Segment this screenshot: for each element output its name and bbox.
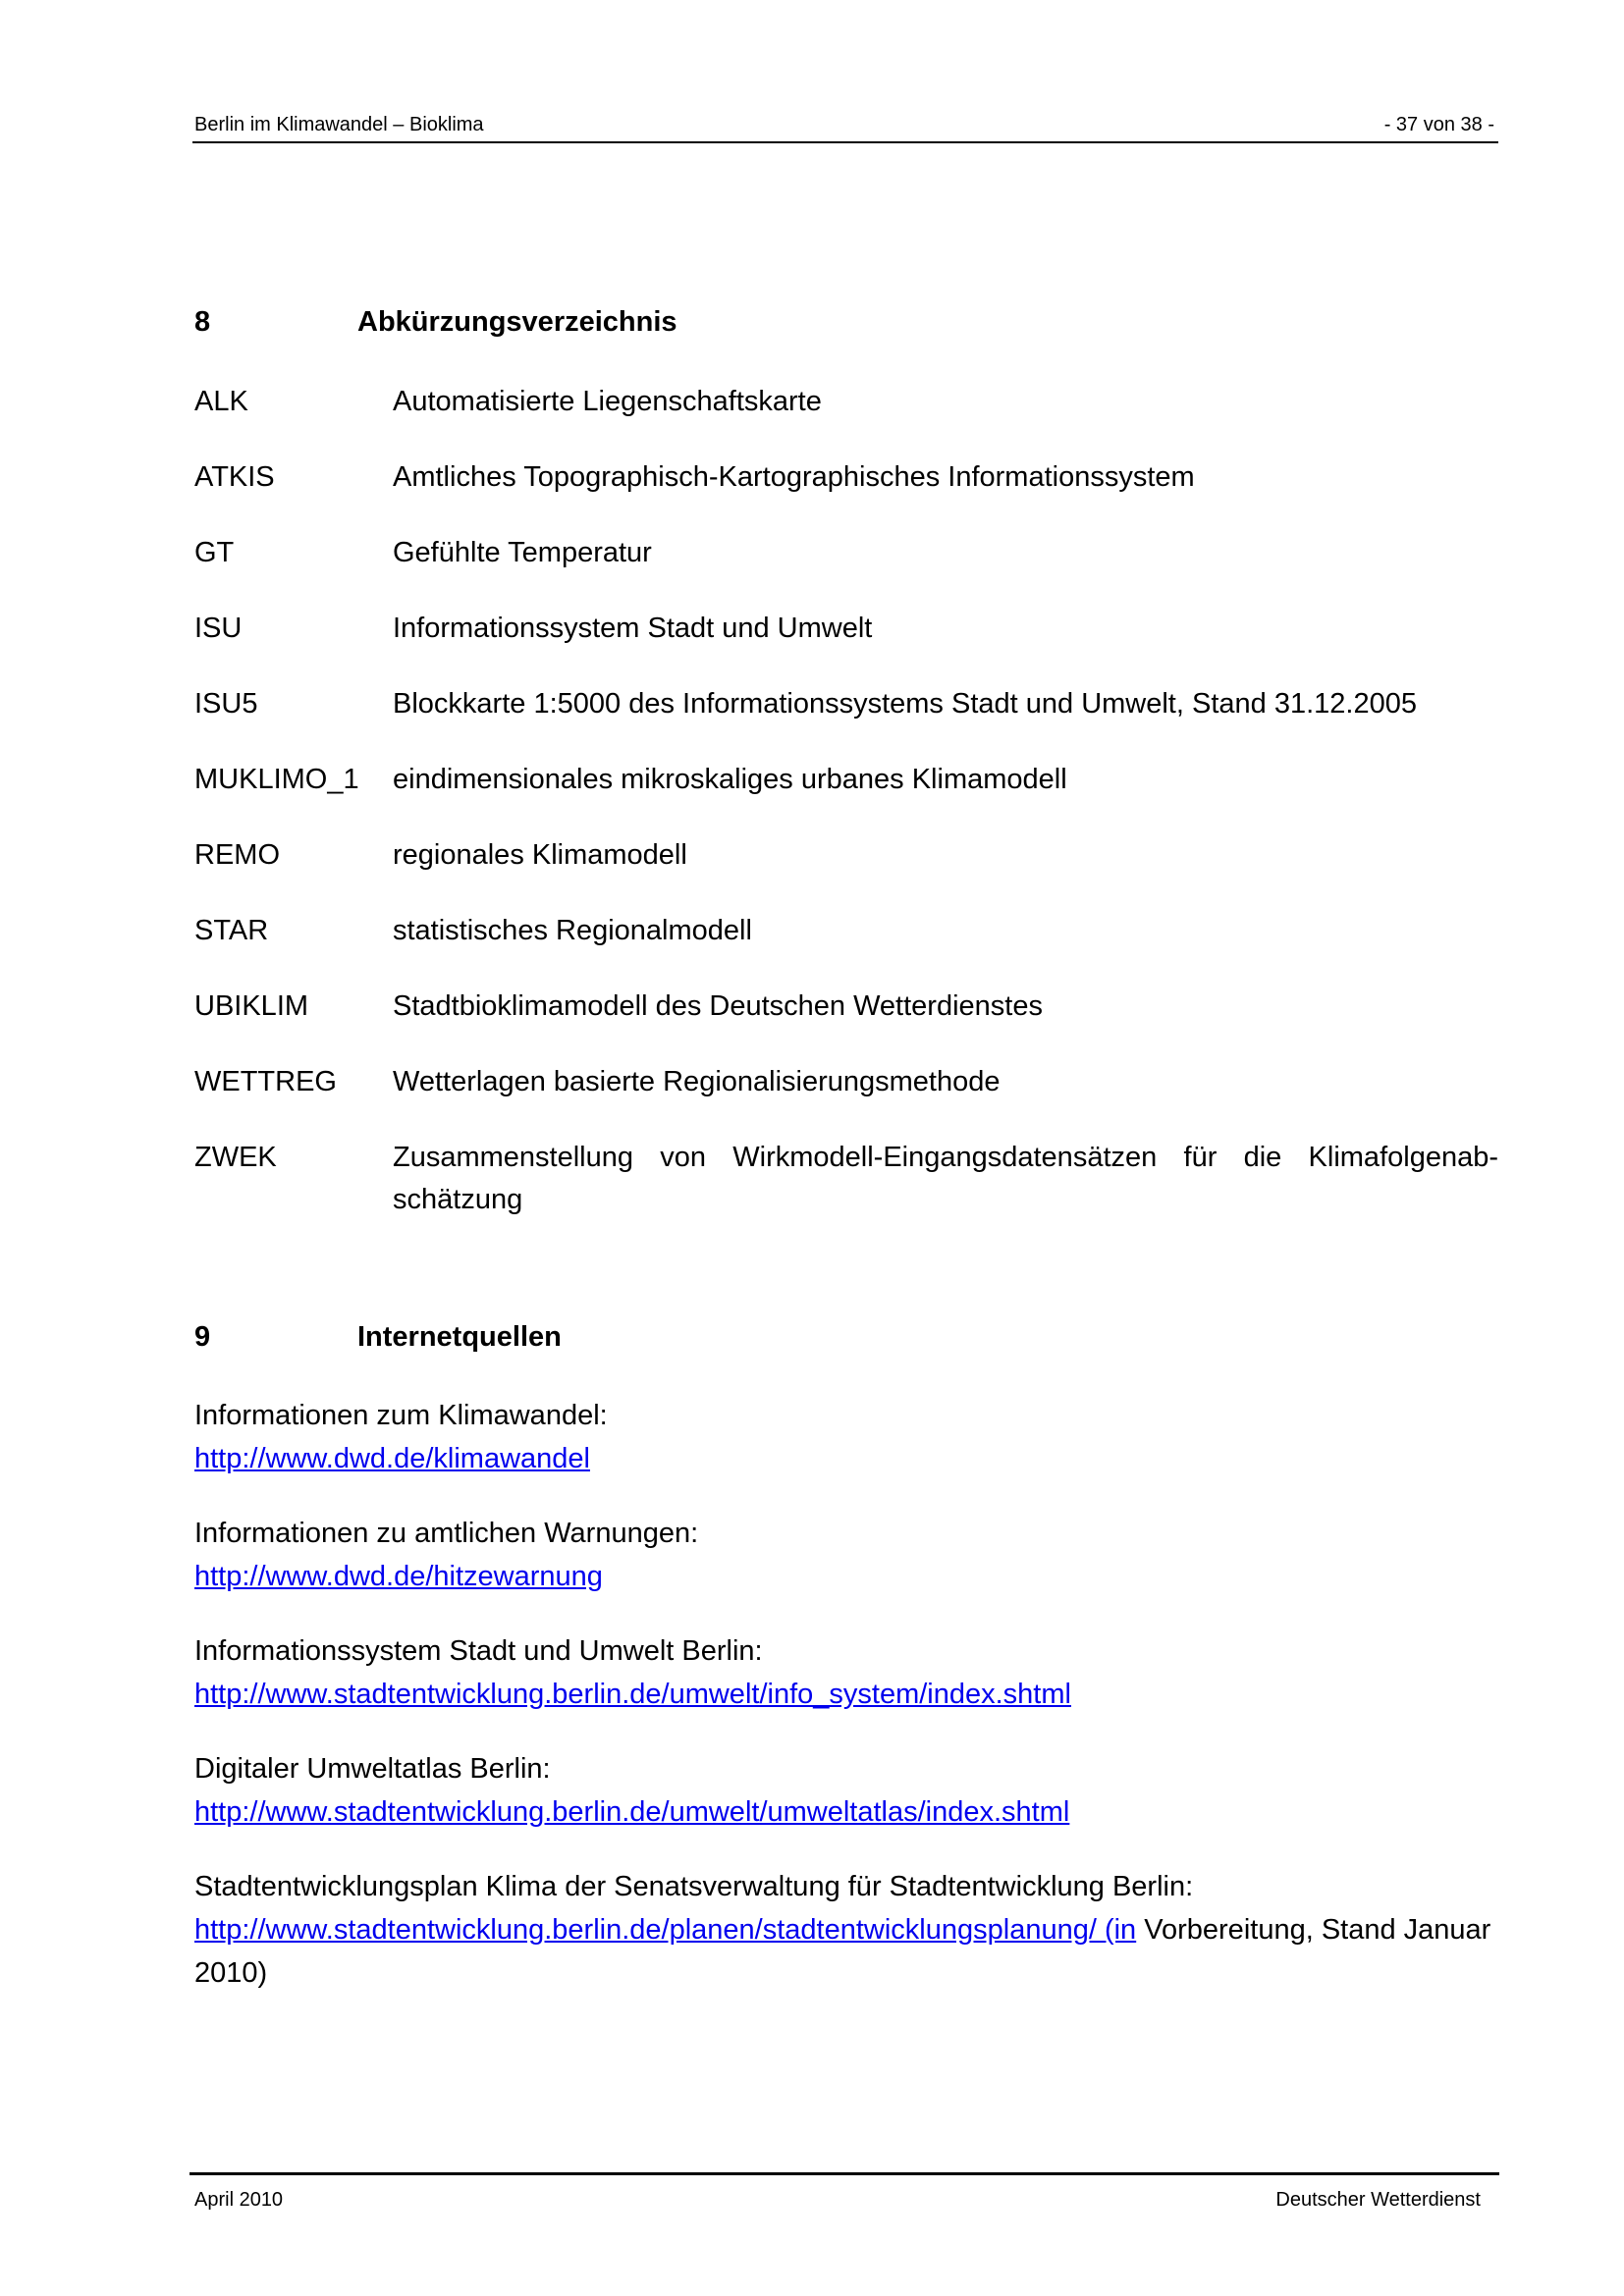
section-number: 9 [194, 1321, 211, 1353]
header-divider [192, 141, 1498, 143]
abbreviation-term: ISU [194, 613, 243, 644]
abbreviation-row [194, 456, 1500, 499]
abbreviation-term: WETTREG [194, 1066, 337, 1097]
abbreviation-definition: eindimensionales mikroskaliges urbanes Klimamodell [393, 764, 1067, 795]
abbreviation-definition: Zusammenstellung von Wirkmodell-Eingangsdatensätzen für die Klimafolgenab-schätzung [393, 1142, 1498, 1215]
abbreviation-term: ISU5 [194, 688, 258, 720]
source-link[interactable]: http://www.stadtentwicklung.berlin.de/umwelt/umweltatlas/index.shtml [194, 1796, 1070, 1828]
source-link[interactable]: http://www.stadtentwicklung.berlin.de/planen/stadtentwicklungsplanung/ (in [194, 1914, 1137, 1946]
section-title: Internetquellen [357, 1321, 562, 1353]
abbreviation-definition: Automatisierte Liegenschaftskarte [393, 386, 822, 417]
abbreviation-row [194, 1061, 1500, 1103]
source-entry [194, 1629, 1500, 1716]
abbreviation-definition: Amtliches Topographisch-Kartographisches Informationssystem [393, 461, 1195, 493]
abbreviation-definition: Informationssystem Stadt und Umwelt [393, 613, 873, 644]
source-note: Vorbereitung, Stand Januar 2010) [194, 1914, 1491, 1989]
abbreviation-term: UBIKLIM [194, 990, 309, 1022]
abbreviation-term: ZWEK [194, 1142, 277, 1173]
abbreviation-definition: statistisches Regionalmodell [393, 915, 752, 946]
abbreviation-definition: Blockkarte 1:5000 des Informationssystems Stadt und Umwelt, Stand 31.12.2005 [393, 688, 1417, 720]
abbreviation-row [194, 381, 1500, 423]
footer-divider [189, 2172, 1499, 2175]
abbreviation-term: REMO [194, 839, 280, 871]
abbreviation-list [194, 381, 1500, 1255]
abbreviation-definition: Wetterlagen basierte Regionalisierungsmethode [393, 1066, 1001, 1097]
source-link[interactable]: http://www.dwd.de/hitzewarnung [194, 1561, 603, 1592]
source-entry [194, 1512, 1500, 1598]
header-title: Berlin im Klimawandel – Bioklima [194, 114, 484, 135]
source-label: Informationen zu amtlichen Warnungen: [194, 1518, 699, 1549]
abbreviation-definition: Gefühlte Temperatur [393, 537, 652, 568]
abbreviation-row [194, 759, 1500, 801]
page-footer [192, 2187, 1481, 2216]
abbreviation-term: ALK [194, 386, 248, 417]
section-title: Abkürzungsverzeichnis [357, 306, 677, 338]
source-label: Informationssystem Stadt und Umwelt Berlin: [194, 1635, 763, 1667]
abbreviation-term: GT [194, 537, 235, 568]
abbreviation-definition: regionales Klimamodell [393, 839, 687, 871]
abbreviation-term: MUKLIMO_1 [194, 764, 359, 795]
abbreviation-term: ATKIS [194, 461, 275, 493]
source-entry [194, 1865, 1500, 1995]
abbreviation-row [194, 986, 1500, 1028]
internet-sources-list [194, 1394, 1500, 2026]
abbreviation-row [194, 1137, 1500, 1221]
section-number: 8 [194, 306, 211, 338]
abbreviation-row [194, 834, 1500, 877]
abbreviation-definition: Stadtbioklimamodell des Deutschen Wetterdienstes [393, 990, 1043, 1022]
source-label: Informationen zum Klimawandel: [194, 1400, 608, 1431]
abbreviation-row [194, 910, 1500, 952]
footer-publisher: Deutscher Wetterdienst [1275, 2189, 1481, 2211]
abbreviation-row [194, 608, 1500, 650]
source-entry [194, 1747, 1500, 1834]
footer-date: April 2010 [194, 2189, 284, 2211]
source-link[interactable]: http://www.dwd.de/klimawandel [194, 1443, 590, 1474]
source-entry [194, 1394, 1500, 1480]
source-label: Stadtentwicklungsplan Klima der Senatsverwaltung für Stadtentwicklung Berlin: [194, 1871, 1194, 1902]
abbreviation-term: STAR [194, 915, 269, 946]
source-link-line [194, 1908, 1500, 1995]
abbreviation-row [194, 532, 1500, 574]
header-page-number: - 37 von 38 - [1383, 114, 1494, 135]
abbreviation-row [194, 683, 1500, 725]
source-link[interactable]: http://www.stadtentwicklung.berlin.de/umwelt/info_system/index.shtml [194, 1679, 1071, 1710]
page-header [192, 110, 1496, 139]
source-label: Digitaler Umweltatlas Berlin: [194, 1753, 551, 1785]
